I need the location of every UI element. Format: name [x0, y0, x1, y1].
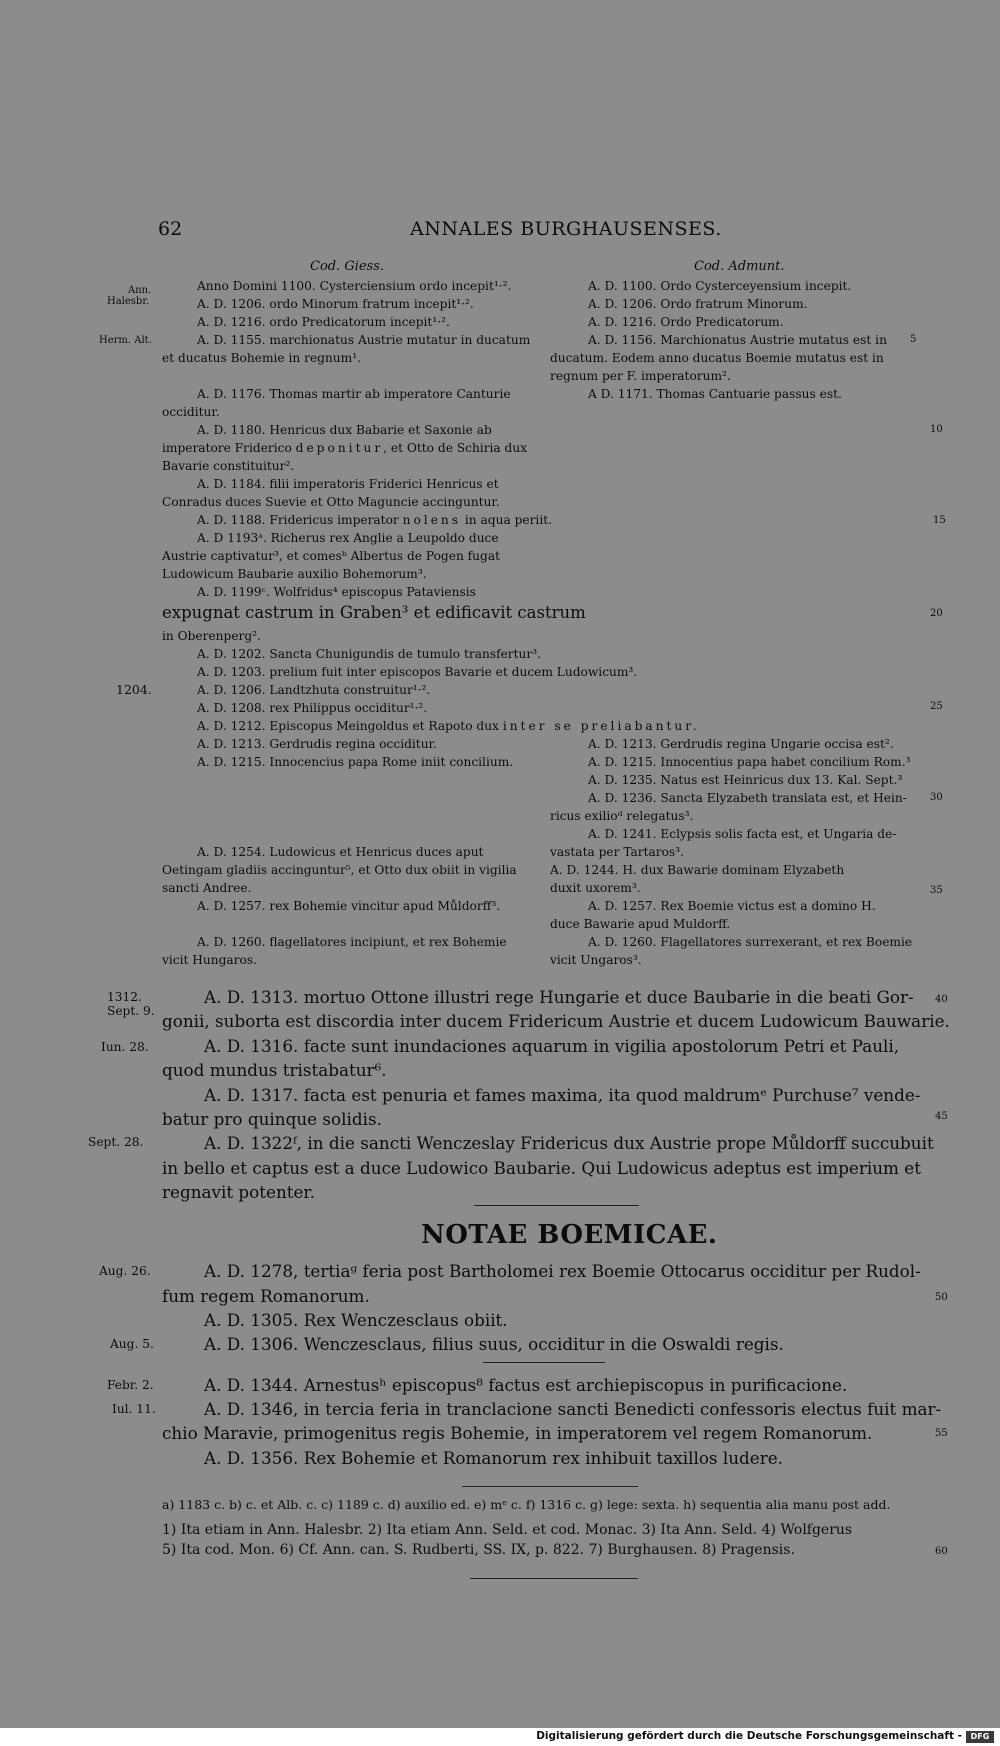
- date-note: Febr. 2.: [107, 1378, 154, 1392]
- right-entry: duxit uxorem³.: [550, 881, 641, 895]
- annal-line: A. D. 1313. mortuo Ottone illustri rege Hungarie et duce Baubarie in die beati Gor-: [204, 987, 914, 1007]
- line-number: 10: [930, 424, 943, 435]
- annal-line: A. D. 1316. facte sunt inundaciones aquarum in vigilia apostolorum Petri et Pauli,: [204, 1036, 900, 1056]
- left-entry: A. D. 1203. prelium fuit inter episcopos Bavarie et ducem Ludowicum³.: [197, 665, 638, 679]
- footnote-line: 1) Ita etiam in Ann. Halesbr. 2) Ita etiam Ann. Seld. et cod. Monac. 3) Ita Ann. Seld. 4) Wolfgerus: [162, 1522, 853, 1538]
- left-entry: Conradus duces Suevie et Otto Maguncie accinguntur.: [162, 495, 500, 509]
- date-note: Sept. 9.: [107, 1004, 155, 1018]
- footer-credit: Digitalisierung gefördert durch die Deutsche Forschungsgemeinschaft -: [536, 1730, 962, 1742]
- left-entry: A. D. 1199ᶜ. Wolfridus⁴ episcopus Pataviensis: [197, 585, 476, 599]
- line-number: 25: [930, 701, 943, 712]
- left-entry: A. D. 1202. Sancta Chunigundis de tumulo transfertur³.: [197, 647, 541, 661]
- right-entry: A. D. 1244. H. dux Bawarie dominam Elyzabeth: [550, 863, 845, 877]
- left-entry: et ducatus Bohemie in regnum¹.: [162, 351, 361, 365]
- left-entry: sancti Andree.: [162, 881, 252, 895]
- left-entry: A. D. 1254. Ludowicus et Henricus duces aput: [197, 845, 484, 859]
- date-note: Aug. 5.: [110, 1337, 154, 1351]
- right-entry: A. D. 1216. Ordo Predicatorum.: [588, 315, 784, 329]
- notae-line: A. D. 1356. Rex Bohemie et Romanorum rex inhibuit taxillos ludere.: [204, 1448, 784, 1468]
- date-note: Sept. 28.: [88, 1135, 144, 1149]
- notae-line: fum regem Romanorum.: [162, 1286, 370, 1306]
- left-entry: in Oberenperg².: [162, 629, 261, 643]
- notae-line: chio Maravie, primogenitus regis Bohemie, in imperatorem vel regem Romanorum.: [162, 1423, 873, 1443]
- line-number: 55: [935, 1428, 948, 1439]
- side-note: Ann.: [128, 285, 152, 296]
- apparatus-line: a) 1183 c. b) c. et Alb. c. c) 1189 c. d) auxilio ed. e) mᵉ c. f) 1316 c. g) lege: sexta. h) sequentia alia manu post add.: [162, 1497, 891, 1512]
- notae-line: A. D. 1278, tertiaᵍ feria post Bartholomei rex Boemie Ottocarus occiditur per Rudol-: [204, 1261, 921, 1281]
- annal-line: A. D. 1317. facta est penuria et fames maxima, ita quod maldrumᵉ Purchuse⁷ vende-: [204, 1085, 921, 1105]
- left-entry: A. D. 1180. Henricus dux Babarie et Saxonie ab: [197, 423, 492, 437]
- annal-line: batur pro quinque solidis.: [162, 1109, 382, 1129]
- footnote-line: 5) Ita cod. Mon. 6) Cf. Ann. can. S. Rudberti, SS. IX, p. 822. 7) Burghausen. 8) Pragensis.: [162, 1542, 795, 1558]
- right-entry: A. D. 1241. Eclypsis solis facta est, et Ungaria de-: [588, 827, 897, 841]
- left-entry: A. D. 1206. ordo Minorum fratrum incepit¹·².: [197, 297, 474, 311]
- line-number: 40: [935, 994, 948, 1005]
- left-entry: A. D 1193ᵃ. Richerus rex Anglie a Leupoldo duce: [197, 531, 499, 545]
- side-note: Halesbr.: [107, 296, 150, 307]
- left-entry: Austrie captivatur³, et comesᵇ Albertus de Pogen fugat: [162, 549, 500, 563]
- annal-line: A. D. 1322ᶠ, in die sancti Wenczeslay Fridericus dux Austrie prope Můldorff succubuit: [204, 1133, 934, 1153]
- left-entry: occiditur.: [162, 405, 220, 419]
- right-entry: duce Bawarie apud Muldorff.: [550, 917, 731, 931]
- left-entry: A. D. 1260. flagellatores incipiunt, et rex Bohemie: [197, 935, 507, 949]
- left-column-heading: Cod. Giess.: [310, 259, 385, 274]
- annal-line: quod mundus tristabatur⁶.: [162, 1060, 387, 1080]
- left-entry: imperatore Friderico deponitur, et Otto de Schiria dux: [162, 441, 528, 455]
- left-entry: A. D. 1215. Innocencius papa Rome iniit concilium.: [197, 755, 514, 769]
- line-number: 45: [935, 1111, 948, 1122]
- left-entry: A. D. 1184. filii imperatoris Friderici Henricus et: [197, 477, 499, 491]
- notae-line: A. D. 1305. Rex Wenczesclaus obiit.: [204, 1310, 508, 1330]
- right-entry: A. D. 1236. Sancta Elyzabeth translata est, et Hein-: [588, 791, 907, 805]
- left-entry: Oetingam gladiis accinguntur⁵, et Otto dux obiit in vigilia: [162, 863, 517, 877]
- side-note: 1204.: [116, 682, 152, 697]
- right-entry: ricus exilioᵈ relegatus³.: [550, 809, 694, 823]
- left-entry: expugnat castrum in Graben³ et edificavit castrum: [162, 603, 586, 622]
- separator-rule: [474, 1205, 639, 1206]
- dfg-logo: DFG: [966, 1731, 994, 1743]
- right-entry: ducatum. Eodem anno ducatus Boemie mutatus est in: [550, 351, 884, 365]
- separator-rule: [470, 1578, 638, 1579]
- separator-rule: [483, 1362, 605, 1363]
- annal-line: regnavit potenter.: [162, 1182, 315, 1202]
- right-entry: regnum per F. imperatorum².: [550, 369, 731, 383]
- left-entry: Anno Domini 1100. Cysterciensium ordo incepit¹·².: [197, 279, 512, 293]
- left-entry: A. D. 1212. Episcopus Meingoldus et Rapoto dux inter se preliabantur.: [197, 719, 700, 733]
- right-entry: vastata per Tartaros³.: [550, 845, 684, 859]
- left-entry: Bavarie constituitur².: [162, 459, 295, 473]
- right-entry: A. D. 1156. Marchionatus Austrie mutatus est in: [588, 333, 887, 347]
- notae-line: A. D. 1306. Wenczesclaus, filius suus, occiditur in die Oswaldi regis.: [204, 1334, 784, 1354]
- right-entry: A. D. 1260. Flagellatores surrexerant, et rex Boemie: [588, 935, 913, 949]
- section-title: NOTAE BOEMICAE.: [421, 1220, 718, 1250]
- date-note: Aug. 26.: [99, 1264, 151, 1278]
- line-number: 5: [910, 334, 917, 345]
- separator-rule: [462, 1486, 638, 1487]
- right-entry: A. D. 1257. Rex Boemie victus est a domino H.: [588, 899, 876, 913]
- line-number: 20: [930, 608, 943, 619]
- line-number: 15: [933, 515, 946, 526]
- line-number: 60: [935, 1546, 948, 1557]
- line-number: 35: [930, 885, 943, 896]
- left-entry: A. D. 1176. Thomas martir ab imperatore Canturie: [197, 387, 511, 401]
- notae-line: A. D. 1346, in tercia feria in tranclacione sancti Benedicti confessoris electus fuit mar-: [204, 1399, 942, 1419]
- side-note: Herm. Alt.: [99, 335, 152, 346]
- running-title: ANNALES BURGHAUSENSES.: [410, 218, 722, 240]
- right-entry: vicit Ungaros³.: [550, 953, 642, 967]
- right-entry: A. D. 1206. Ordo fratrum Minorum.: [588, 297, 808, 311]
- line-number: 50: [935, 1292, 948, 1303]
- left-entry: vicit Hungaros.: [162, 953, 257, 967]
- left-entry: A. D. 1208. rex Philippus occiditur¹·².: [197, 701, 428, 715]
- date-note: Iun. 28.: [101, 1040, 149, 1054]
- right-entry: A. D. 1213. Gerdrudis regina Ungarie occisa est².: [588, 737, 894, 751]
- left-entry: A. D. 1213. Gerdrudis regina occiditur.: [197, 737, 437, 751]
- right-entry: A. D. 1100. Ordo Cysterceyensium incepit.: [588, 279, 852, 293]
- left-entry: A. D. 1155. marchionatus Austrie mutatur in ducatum: [197, 333, 531, 347]
- left-entry: A. D. 1188. Fridericus imperator nolens in aqua periit.: [197, 513, 552, 527]
- date-note: Iul. 11.: [112, 1402, 156, 1416]
- annal-line: gonii, suborta est discordia inter ducem Fridericum Austrie et ducem Ludowicum Bauwarie.: [162, 1011, 950, 1031]
- left-entry: A. D. 1257. rex Bohemie vincitur apud Můldorff³.: [197, 899, 501, 913]
- annal-line: in bello et captus est a duce Ludowico Baubarie. Qui Ludowicus adeptus est imperium et: [162, 1158, 921, 1178]
- right-entry: A. D. 1215. Innocentius papa habet concilium Rom.³: [588, 755, 911, 769]
- left-entry: A. D. 1216. ordo Predicatorum incepit¹·².: [197, 315, 450, 329]
- line-number: 30: [930, 792, 943, 803]
- right-entry: A. D. 1235. Natus est Heinricus dux 13. Kal. Sept.³: [588, 773, 903, 787]
- right-column-heading: Cod. Admunt.: [694, 259, 785, 274]
- date-note: 1312.: [107, 990, 142, 1004]
- left-entry: Ludowicum Baubarie auxilio Bohemorum³.: [162, 567, 427, 581]
- page-number: 62: [158, 218, 183, 240]
- right-entry: A D. 1171. Thomas Cantuarie passus est.: [588, 387, 842, 401]
- notae-line: A. D. 1344. Arnestusʰ episcopus⁸ factus est archiepiscopus in purificacione.: [204, 1375, 848, 1395]
- left-entry: A. D. 1206. Landtzhuta construitur¹·².: [197, 683, 431, 697]
